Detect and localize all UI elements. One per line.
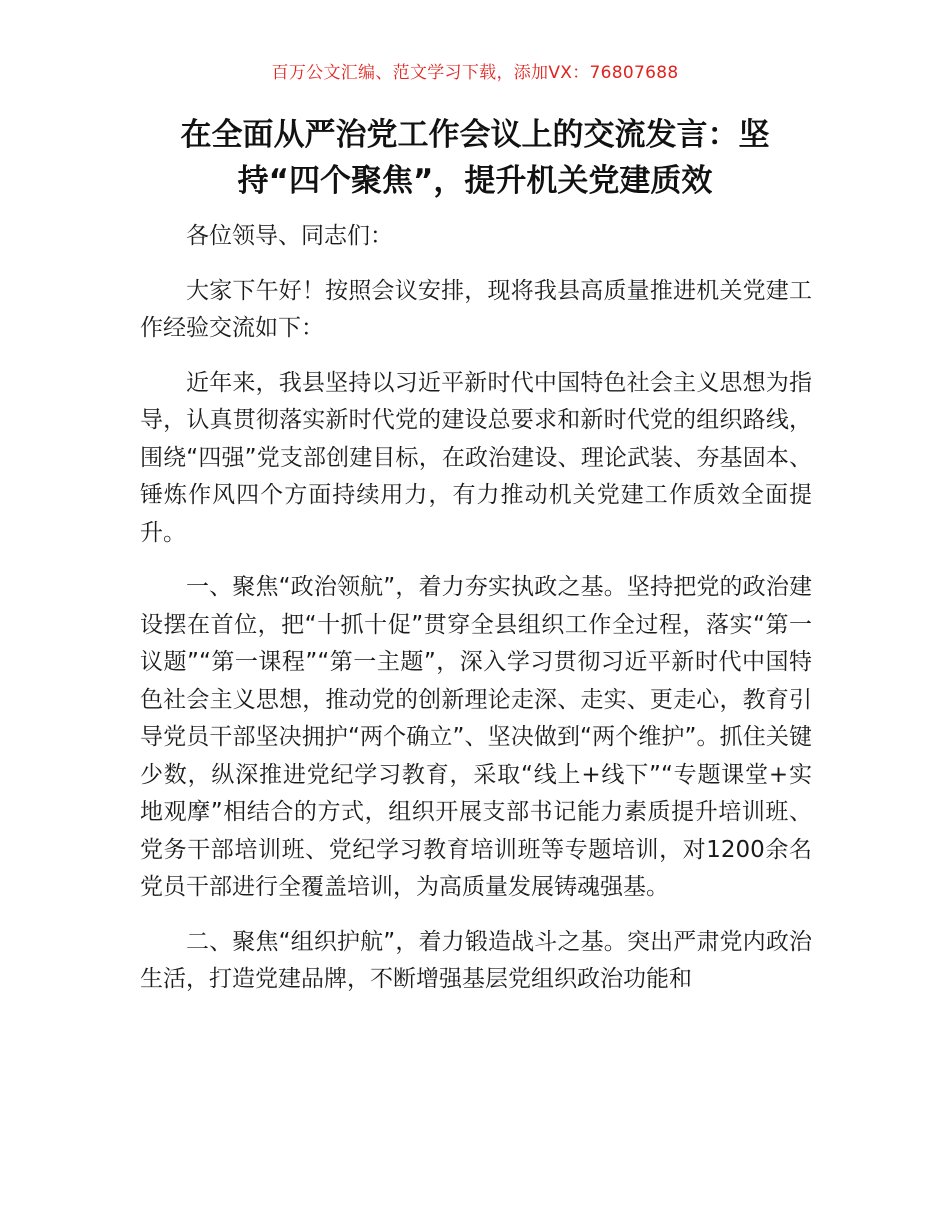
salutation: 各位领导、同志们： <box>186 223 393 249</box>
paragraph-section-one: 一、聚焦“政治领航”，着力夯实执政之基。坚持把党的政治建设摆在首位，把“十抓十促”贯穿全县组织工作全过程，落实“第一议题”“第一课程”“第一主题”，深入学习贯彻习近平新时代中国特色社会主义思想，推动党的创新理论走深、走实、更走心，教育引导党员干部坚决拥护“两个确立”、坚决做到“两个维护”。抓住关键少数，纵深推进党纪学习教育，采取“线上+线下”“专题课堂+实地观摩”相结合的方式，组织开展支部书记能力素质提升培训班、党务干部培训班、党纪学习教育培训班等专题培训，对1200余名党员干部进行全覆盖培训，为高质量发展铸魂强基。 <box>140 574 812 900</box>
paragraph-greeting: 大家下午好！按照会议安排，现将我县高质量推进机关党建工作经验交流如下： <box>140 277 812 341</box>
paragraph-section-two: 二、聚焦“组织护航”，着力锻造战斗之基。突出严肃党内政治生活，打造党建品牌，不断增强基层党组织政治功能和 <box>140 928 812 992</box>
document-title: 在全面从严治党工作会议上的交流发言：坚持“四个聚焦”，提升机关党建质效 <box>180 117 770 199</box>
paragraph-intro: 近年来，我县坚持以习近平新时代中国特色社会主义思想为指导，认真贯彻落实新时代党的建设总要求和新时代党的组织路线，围绕“四强”党支部创建目标，在政治建设、理论武装、夯基固本、锤炼作风四个方面持续用力，有力推动机关党建工作质效全面提升。 <box>140 369 812 546</box>
document-body <box>140 218 812 1016</box>
header-watermark: 百万公文汇编、范文学习下载，添加VX：76807688 <box>271 63 679 83</box>
